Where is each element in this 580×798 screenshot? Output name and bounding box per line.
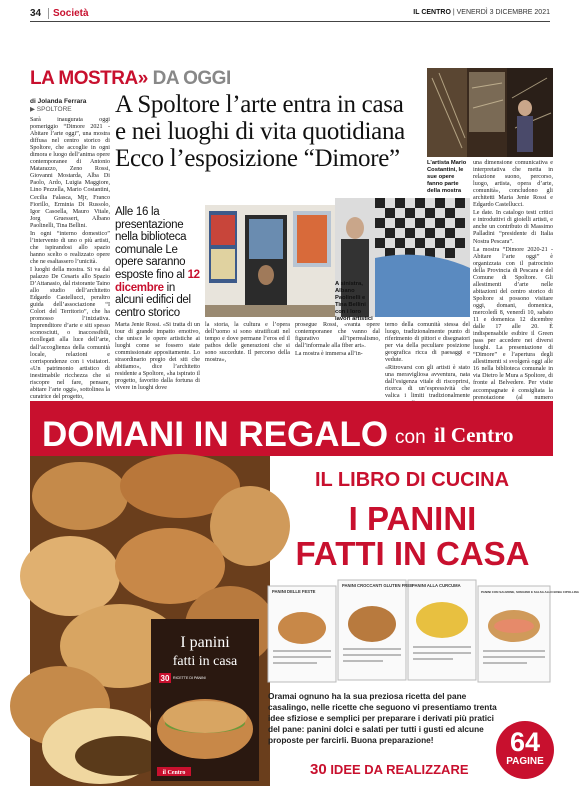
paragraph: La mostra “Dimore 2020-21 - Abitare l’arte oggi” è organizzata con il patrocinio della Provincia di Pescara e del Comune di Spoltore. Gli allestimenti d’arte nelle abitazioni del centro storico di Spoltore si possono visitare oggi, domani, domenica, mercoledì 8, venerdì 10, sabato 11 e domenica 12 dicembre dalle 17 alle 20. È indispensabile esibire il Green pass per accedere nei diversi luoghi. La presentazione di “Dimore” e l’apertura degli allestimenti si svolgerà oggi alle 16 nella biblioteca comunale in via Dietro le Mura a Spoltore, di fronte al Belvedere. Per visite accompagnate è consigliata la prenotazione (al numero: [473, 246, 553, 401]
paragraph: Sarà inaugurata oggi pomeriggio “Dimore 2021 - Abitare l’arte oggi”, una mostra diffusa nel centro storico di Spoltore, che accoglie in ogni dimora e luogo dell’anima opere contemporanee di Antonio Matarazzo, Zeno Rossi, Giovanni Mostarda, Alba Di Paolo, Ardo, Luigia Maggiore, Lino Pezzella, Mario Costantini, Cecilia Falasca, Mjr, Franco Fiorillo, Erminia Di Russolo, Igor Casoella, Mauro Vitale, Jorg Gruessert, Albano Paolinelli, Tina Bellini.: [30, 117, 110, 229]
article-headline: [115, 91, 425, 172]
article-column-4: [295, 322, 380, 388]
article-column-5: [385, 322, 470, 400]
photo-caption: L’artista Mario Costantini, le sue opere fanno parte della mostra: [427, 160, 467, 194]
section-label: Società: [48, 8, 89, 19]
paragraph: «Ritrovarsi con gli artisti è stato una meravigliosa avventura, nata dall’esigenza vitale di riscoprirsi, ricerca di un’espressività che valica i limiti tradizionalmente: [385, 365, 470, 400]
pull-quote-text: Alle 16 la presentazione nella biblioteca comunale Le opere saranno esposte fino al: [115, 206, 187, 281]
pull-quote-date: 12 dicembre: [115, 268, 200, 294]
paragraph: La mostra è immersa all’in-: [295, 351, 363, 358]
article-column-2: [115, 322, 200, 392]
paragraph: Le date. In catalogo testi critici e introduttivi di gioielli artisti, e anche un contributo di Massimo Palladini “presidente di Italia Nostra Pescara”.: [473, 210, 553, 245]
author: di Jolanda Ferrara: [30, 98, 87, 105]
recipe-page-title: PANINI DELLE FESTE: [272, 589, 316, 594]
pages-number: 64: [509, 727, 541, 757]
promo-brand-logo: il Centro: [434, 423, 514, 447]
pull-quote: [115, 206, 203, 319]
promo-advert: [30, 401, 579, 786]
paragraph: prosegue Rossi, «vanta opere contemporanee che vanno dal figurativo all’iperrealismo, dall’informale alla fiber art».: [295, 322, 380, 350]
headline-line: A Spoltore l’arte entra in casa: [115, 91, 404, 118]
paragraph: Marta Jenie Rossi. «Si tratta di un tour di grande impatto emotivo, che unisce le opere artistiche ai luoghi come se fossero state commissionate appositamente. Lo straordinario pregio dei siti che abitiamo», dice l’architetto residente a Spoltore, «ha ispirato il progetto, favorito dalla fortuna di vivere in luoghi dove: [115, 322, 200, 392]
book-spread-preview: [268, 576, 579, 688]
ideas-tagline: [310, 761, 469, 778]
pull-quote-text-end: in alcuni edifici del centro storico: [115, 281, 191, 319]
page-number: 34: [30, 8, 42, 19]
recipe-page-title: PANINI ALLA CURCUMA: [412, 583, 461, 588]
recipe-page-title: PANINI CROCCANTI GLUTEN FREE: [342, 583, 413, 588]
masthead: IL CENTRO: [413, 9, 451, 16]
promo-con: con: [395, 427, 426, 448]
book-title-line: I PANINI: [348, 500, 477, 537]
kicker-main: LA MOSTRA: [30, 68, 138, 89]
promo-headline: DOMANI IN REGALO: [42, 415, 389, 454]
cover-brand: il Centro: [162, 770, 186, 776]
cover-title: fatti in casa: [172, 654, 238, 669]
paragraph: la storia, la cultura e l’opera dell’uomo si sono stratificati nel tempo e dove permane l’eros ed il pathos delle generazioni che si sono succedute. Il percorso della mostra»,: [205, 322, 290, 364]
recipe-page-title: PANINI CON SALMONE, SONGINO E SALSA ALLO ERBA CIPOLLINA: [481, 590, 579, 594]
ideas-number: 30: [310, 761, 327, 778]
paragraph: I luoghi della mostra. Si va dal palazzo De Cesaris allo Spazio D’Attanasio, dal ristorante Taino allo studio dell’architetto Edgardo Castellucci, peraltro guida dell’associazione “I Colori del Territorio”, che ha promosso l’iniziativa. Imprenditore d’arte e siti spesso sconosciuti, o inaccessibili, ricollegati alla luce dell’arte, dall’accoglienza della comunità locale, relazioni e corrispondenze con i visitatori. «Un patrimonio artistico di inestimabile ricchezza che si riscopre nel fare, pensare, abitare l’arte oggi», sottolinea la curatrice del progetto,: [30, 266, 111, 400]
ideas-text: IDEE DA REALIZZARE: [330, 762, 469, 777]
issue-date: VENERDÌ 3 DICEMBRE 2021: [456, 9, 550, 16]
masthead-date: IL CENTRO | VENERDÌ 3 DICEMBRE 2021: [413, 9, 550, 16]
paragraph: una dimensione comunicativa e interpretativa che metta in relazione suono, percorso, luogo, artista, opera d’arte, comunità», concludono gli architetti Maria Jenie Rossi e Edgardo Castellucci.: [473, 160, 553, 209]
byline: [30, 98, 110, 114]
pages-label: PAGINE: [506, 756, 544, 767]
cover-title: I panini: [180, 634, 230, 651]
artist-photo: [427, 68, 553, 157]
gallery-photo: [205, 205, 335, 317]
pages-badge: [496, 721, 554, 779]
photo-caption: A sinistra, Albano Paolinelli e Tina Bellini con i loro lavori artistici: [335, 281, 373, 322]
article-column-1: [30, 117, 111, 400]
book-cover: [151, 619, 259, 781]
headline-line: Ecco l’esposizione “Dimore”: [115, 145, 400, 172]
book-series-title: IL LIBRO DI CUCINA: [314, 469, 510, 491]
book-title: [275, 501, 550, 571]
kicker-sub: DA OGGI: [152, 68, 231, 89]
article-kicker: [30, 68, 231, 90]
cover-badge: 30: [160, 674, 170, 683]
cover-badge-text: RICETTE DI PANINI: [173, 676, 206, 680]
paragraph: In ogni “interno domestico” l’intervento di uno o più artisti, che ispirandosi allo spazio hanno scelto o realizzato opere che ne esaltassero l’unicità.: [30, 230, 110, 265]
headline-line: e nei luoghi di vita quotidiana: [115, 118, 405, 145]
article-column-3: [205, 322, 290, 388]
promo-description: Oramai ognuno ha la sua preziosa ricetta del pane casalingo, nelle ricette che seguono vi presentiamo trenta idee sfiziose e semplici per preparare i derivati più pratici del pane: panini dolci e salati per tutti i gusti ed alcune proposte per farcirli. Buona preparazione!: [268, 691, 497, 745]
book-title-line: FATTI IN CASA: [295, 535, 530, 572]
paragraph: terno della comunità stessa del luogo, tradizionalmente punto di riferimento di pittori e disegnatori per via della peculiare posizione geografica ricca di paesaggi e vedute.: [385, 322, 470, 364]
dateline: ▶ SPOLTORE: [30, 106, 72, 113]
kicker-arrows: »: [137, 68, 148, 89]
page-header: [30, 8, 550, 22]
article-column-6: [473, 160, 553, 401]
